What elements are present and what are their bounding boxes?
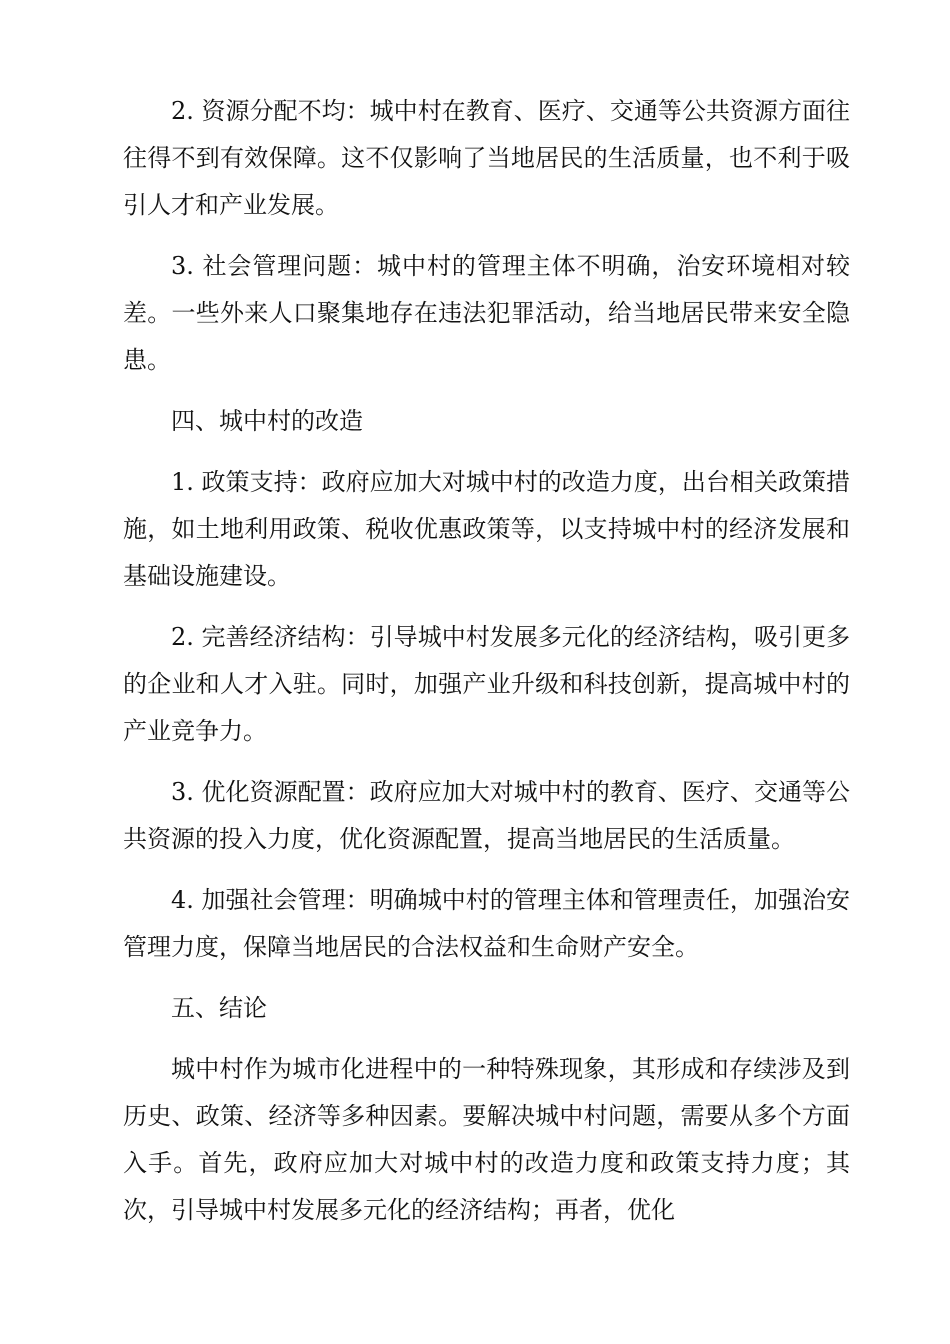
document-page <box>123 88 850 1248</box>
paragraph-policy-support: 1. 政策支持：政府应加大对城中村的改造力度，出台相关政策措施，如土地利用政策、税收优惠政策等，以支持城中村的经济发展和基础设施建设。 <box>123 468 850 590</box>
paragraph-strengthen-management: 4. 加强社会管理：明确城中村的管理主体和管理责任，加强治安管理力度，保障当地居民的合法权益和生命财产安全。 <box>123 886 850 961</box>
paragraph-social-management-issue: 3. 社会管理问题：城中村的管理主体不明确，治安环境相对较差。一些外来人口聚集地存在违法犯罪活动，给当地居民带来安全隐患。 <box>123 252 850 374</box>
paragraph-conclusion: 城中村作为城市化进程中的一种特殊现象，其形成和存续涉及到历史、政策、经济等多种因素。要解决城中村问题，需要从多个方面入手。首先，政府应加大对城中村的改造力度和政策支持力度；其次，引导城中村发展多元化的经济结构；再者，优化 <box>123 1055 850 1224</box>
section-heading-renovation: 四、城中村的改造 <box>171 407 363 435</box>
paragraph-resource-allocation: 2. 资源分配不均：城中村在教育、医疗、交通等公共资源方面往往得不到有效保障。这不仅影响了当地居民的生活质量，也不利于吸引人才和产业发展。 <box>123 97 850 219</box>
section-heading-conclusion: 五、结论 <box>171 994 267 1022</box>
paragraph-economic-structure: 2. 完善经济结构：引导城中村发展多元化的经济结构，吸引更多的企业和人才入驻。同时，加强产业升级和科技创新，提高城中村的产业竞争力。 <box>123 623 850 745</box>
paragraph-resource-optimization: 3. 优化资源配置：政府应加大对城中村的教育、医疗、交通等公共资源的投入力度，优化资源配置，提高当地居民的生活质量。 <box>123 778 850 853</box>
